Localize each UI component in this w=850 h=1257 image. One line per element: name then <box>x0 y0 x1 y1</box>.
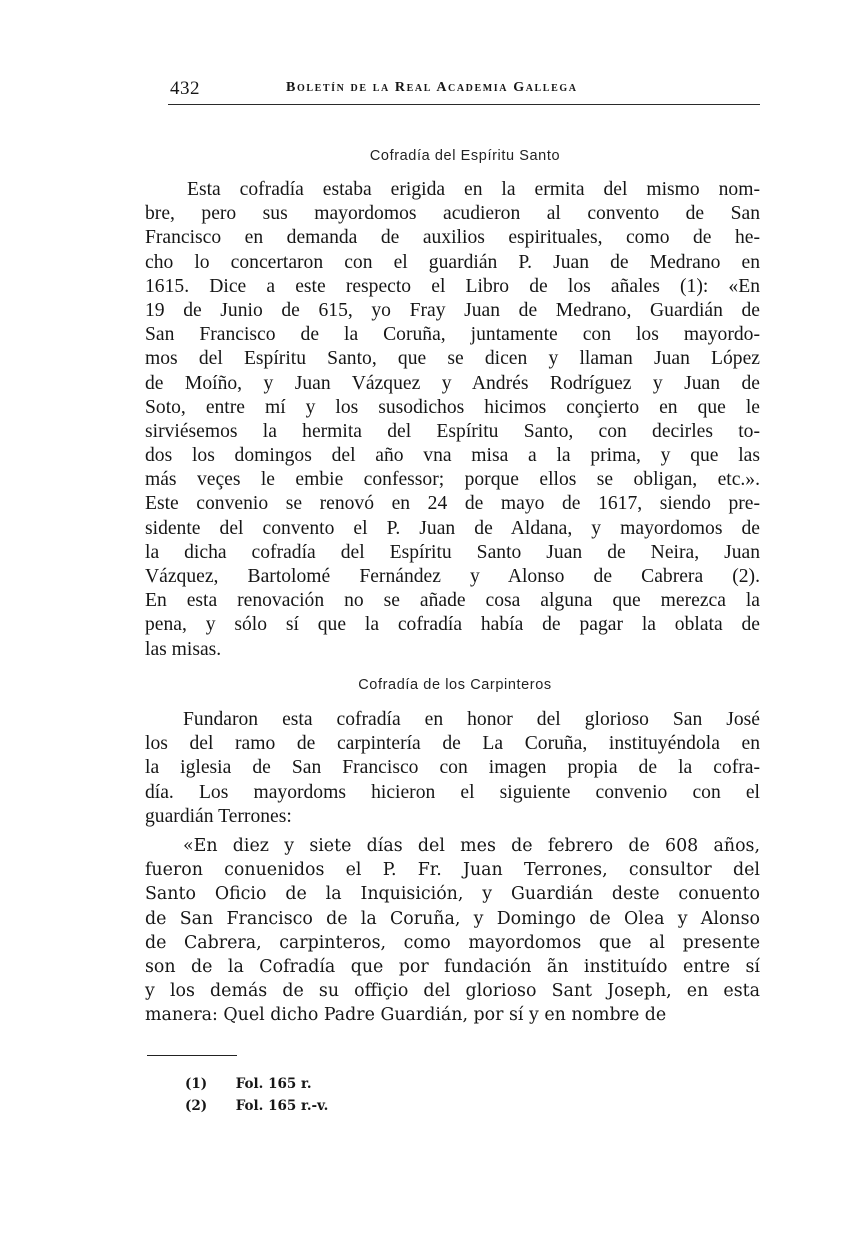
text-line: cho lo concertaron con el guardián P. Juan de Medrano en <box>145 251 760 273</box>
text-line: Esta cofradía estaba erigida en la ermita del mismo nom- <box>187 179 760 200</box>
text-line: mos del Espíritu Santo, que se dicen y llaman Juan López <box>145 348 760 370</box>
text-line: dos los domingos del año vna misa a la prima, y que las <box>145 445 760 467</box>
text-line: y los demás de su offiçio del glorioso Sant Joseph, en esta <box>145 981 760 1002</box>
paragraph-espiritu-santo <box>145 178 760 662</box>
text-line: pena, y sólo sí que la cofradía había de pagar la oblata de <box>145 614 760 636</box>
text-line: 1615. Dice a este respecto el Libro de los añales (1): «En <box>145 275 760 297</box>
text-line: Soto, entre mí y los susodichos hicimos conçierto en que le <box>145 396 760 418</box>
header-rule <box>168 104 760 105</box>
page-number: 432 <box>170 78 200 99</box>
section-title-espiritu-santo: Cofradía del Espíritu Santo <box>369 148 561 164</box>
text-line: Este convenio se renovó en 24 de mayo de 1617, siendo pre- <box>145 493 760 515</box>
text-line: manera: Quel dicho Padre Guardián, por sí y en nombre de <box>145 1005 667 1026</box>
footnote-rule <box>147 1055 237 1056</box>
text-line: fueron conuenidos el P. Fr. Juan Terrones, consultor del <box>145 860 760 881</box>
text-line: bre, pero sus mayordomos acudieron al convento de San <box>145 203 760 225</box>
running-header-title: Boletín de la Real Academia Gallega <box>286 80 578 95</box>
text-line: Santo Oficio de la Inquisición, y Guardián deste conuento <box>145 884 760 905</box>
text-line: San Francisco de la Coruña, juntamente con los mayordo- <box>145 324 760 346</box>
paragraph-carpinteros <box>145 708 760 829</box>
text-line: más veçes le embie confessor; porque ellos se obligan, etc.». <box>145 469 760 491</box>
footnote-1-text: Fol. 165 r. <box>235 1076 312 1092</box>
text-line: la iglesia de San Francisco con imagen propia de la cofra- <box>145 757 760 779</box>
text-line: las misas. <box>145 638 222 660</box>
text-line: Vázquez, Bartolomé Fernández y Alonso de Cabrera (2). <box>145 566 760 587</box>
section-title-carpinteros: Cofradía de los Carpinteros <box>358 677 552 693</box>
footnote-1-number: (1) <box>185 1076 208 1092</box>
text-line: de Moíño, y Juan Vázquez y Andrés Rodríguez y Juan de <box>145 372 760 394</box>
text-line: Francisco en demanda de auxilios espirituales, como de he- <box>145 227 760 249</box>
text-line: Fundaron esta cofradía en honor del glorioso San José <box>183 709 760 730</box>
text-line: de Cabrera, carpinteros, como mayordomos que al presente <box>145 932 760 953</box>
text-line: de San Francisco de la Coruña, y Domingo de Olea y Alonso <box>145 908 760 929</box>
footnote-2-number: (2) <box>185 1098 208 1114</box>
footnote-2-text: Fol. 165 r.-v. <box>235 1098 329 1114</box>
text-line: «En diez y siete días del mes de febrero de 608 años, <box>183 836 760 856</box>
text-line: día. Los mayordoms hicieron el siguiente convenio con el <box>145 781 760 803</box>
text-line: sirviésemos la hermita del Espíritu Santo, con decirles to- <box>145 420 760 442</box>
footnote-1 <box>185 1076 312 1092</box>
text-line: En esta renovación no se añade cosa alguna que merezca la <box>145 590 760 612</box>
text-line: 19 de Junio de 615, yo Fray Juan de Medrano, Guardián de <box>145 299 760 321</box>
text-line: son de la Cofradía que por fundación ãn instituído entre sí <box>145 956 760 977</box>
text-line: sidente del convento el P. Juan de Aldana, y mayordomos de <box>145 517 760 539</box>
text-line: la dicha cofradía del Espíritu Santo Juan de Neira, Juan <box>145 541 760 563</box>
text-line: los del ramo de carpintería de La Coruña, instituyéndola en <box>145 733 760 755</box>
text-line: guardián Terrones: <box>145 805 292 827</box>
quote-convenio <box>145 834 760 1028</box>
footnote-2 <box>185 1098 328 1114</box>
